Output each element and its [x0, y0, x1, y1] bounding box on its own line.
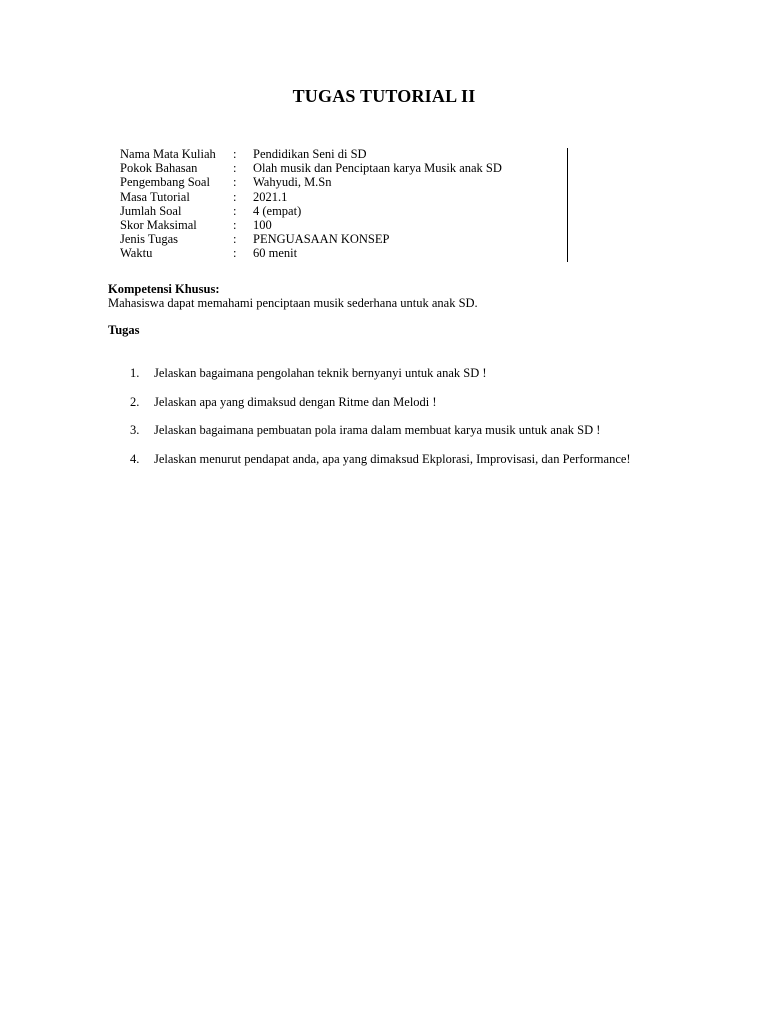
info-label: Nama Mata Kuliah: [120, 147, 216, 161]
info-value: 4 (empat): [253, 203, 302, 218]
task-text: Jelaskan bagaimana pembuatan pola irama dalam membuat karya musik untuk anak SD !: [154, 423, 601, 437]
info-row-tutorial-period: [120, 190, 502, 204]
task-text: Jelaskan menurut pendapat anda, apa yang dimaksud Ekplorasi, Improvisasi, dan Performance!: [154, 451, 631, 466]
info-value: 2021.1: [253, 189, 288, 204]
list-item: [130, 452, 631, 481]
list-item: [130, 366, 631, 395]
info-separator: :: [233, 246, 237, 261]
info-separator: :: [233, 175, 237, 190]
course-info-table: [120, 147, 502, 261]
info-label: Pengembang Soal: [120, 175, 210, 190]
task-number: 1.: [130, 366, 140, 380]
info-label: Jenis Tugas: [120, 232, 179, 247]
info-separator: :: [233, 232, 237, 247]
info-separator: :: [233, 218, 237, 233]
info-label: Skor Maksimal: [120, 218, 197, 233]
info-row-course-name: [120, 147, 502, 161]
info-value: PENGUASAAN KONSEP: [253, 232, 390, 247]
task-text: Jelaskan apa yang dimaksud dengan Ritme dan Melodi !: [154, 394, 437, 409]
info-value: Olah musik dan Penciptaan karya Musik anak SD: [253, 161, 502, 176]
info-separator: :: [233, 147, 237, 161]
info-value: 60 menit: [253, 246, 298, 261]
info-label: Pokok Bahasan: [120, 161, 198, 176]
list-item: [130, 395, 631, 424]
info-value: Pendidikan Seni di SD: [253, 147, 367, 161]
info-separator: :: [233, 189, 237, 204]
task-text: Jelaskan bagaimana pengolahan teknik bernyanyi untuk anak SD !: [154, 366, 487, 380]
task-list: [130, 366, 631, 480]
competency-heading: Kompetensi Khusus:: [108, 282, 220, 296]
task-number: 3.: [130, 423, 140, 437]
competency-text: Mahasiswa dapat memahami penciptaan musik sederhana untuk anak SD.: [108, 296, 478, 310]
tasks-heading: Tugas: [108, 323, 140, 337]
info-separator: :: [233, 161, 237, 176]
info-row-topic: [120, 161, 502, 175]
info-row-time: [120, 246, 502, 260]
task-number: 2.: [130, 394, 140, 409]
document-title: TUGAS TUTORIAL II: [292, 86, 476, 106]
info-separator: :: [233, 203, 237, 218]
info-value: 100: [253, 218, 272, 233]
info-value: Wahyudi, M.Sn: [253, 175, 332, 190]
list-item: [130, 423, 631, 452]
info-label: Masa Tutorial: [120, 189, 190, 204]
task-number: 4.: [130, 451, 140, 466]
info-label: Waktu: [120, 246, 153, 261]
info-row-developer: [120, 175, 502, 189]
table-border-line: [567, 148, 568, 262]
info-row-question-count: [120, 204, 502, 218]
info-row-task-type: [120, 232, 502, 246]
info-row-max-score: [120, 218, 502, 232]
info-label: Jumlah Soal: [120, 203, 182, 218]
